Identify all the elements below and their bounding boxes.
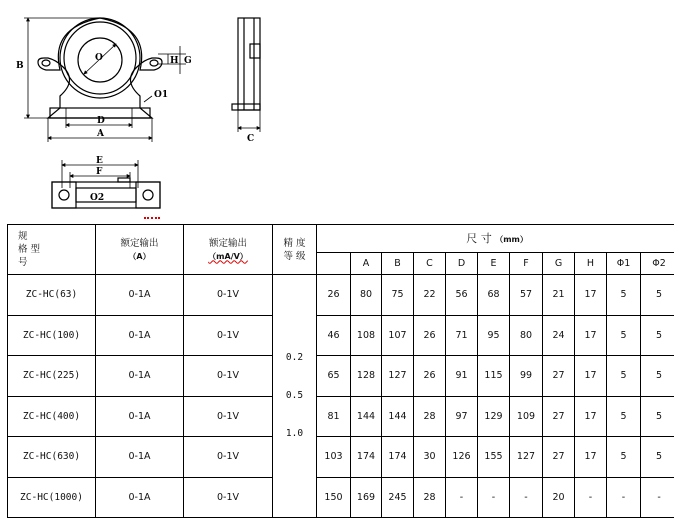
cell-dim: 174 bbox=[382, 437, 414, 478]
cell-dim: 5 bbox=[607, 396, 641, 437]
header-rated-output: 额定输出 （mA/V） bbox=[184, 225, 273, 275]
cell-rated-output: 0-1V bbox=[184, 275, 273, 316]
cell-dim: - bbox=[446, 477, 478, 518]
cell-dim: 28 bbox=[414, 477, 446, 518]
cell-rated-input: 0-1A bbox=[96, 437, 184, 478]
header-model: 规 格 型 号 bbox=[8, 225, 96, 275]
cell-dim: - bbox=[510, 477, 543, 518]
cell-size: 26 bbox=[317, 275, 351, 316]
cell-rated-output: 0-1V bbox=[184, 315, 273, 356]
cell-model: ZC-HC(1000) bbox=[8, 477, 96, 518]
cell-accuracy bbox=[273, 275, 317, 518]
cell-dim: 95 bbox=[478, 315, 510, 356]
cell-dim: 27 bbox=[543, 396, 575, 437]
cell-dim: 5 bbox=[641, 356, 674, 397]
cell-rated-output: 0-1V bbox=[184, 437, 273, 478]
cell-dim: 17 bbox=[575, 437, 607, 478]
cell-dim: 99 bbox=[510, 356, 543, 397]
table-row bbox=[8, 315, 674, 356]
cell-dim: 75 bbox=[382, 275, 414, 316]
spell-check-marker bbox=[144, 215, 160, 219]
cell-dim: 28 bbox=[414, 396, 446, 437]
cell-dim: 5 bbox=[641, 275, 674, 316]
cell-dim: 144 bbox=[351, 396, 382, 437]
cell-model: ZC-HC(400) bbox=[8, 396, 96, 437]
cell-model: ZC-HC(630) bbox=[8, 437, 96, 478]
cell-rated-output: 0-1V bbox=[184, 477, 273, 518]
table-row bbox=[8, 275, 674, 316]
cell-dim: 109 bbox=[510, 396, 543, 437]
label-F: F bbox=[96, 167, 103, 177]
front-view-drawing bbox=[0, 0, 674, 215]
cell-rated-output: 0-1V bbox=[184, 396, 273, 437]
label-D: D bbox=[97, 116, 105, 126]
cell-dim: 26 bbox=[414, 356, 446, 397]
label-G: G bbox=[184, 56, 192, 66]
cell-dim: 126 bbox=[446, 437, 478, 478]
cell-dim: 128 bbox=[351, 356, 382, 397]
cell-dim: 17 bbox=[575, 275, 607, 316]
cell-dim: 80 bbox=[510, 315, 543, 356]
header-col-B: B bbox=[382, 253, 414, 275]
cell-dim: 127 bbox=[382, 356, 414, 397]
cell-rated-input: 0-1A bbox=[96, 356, 184, 397]
header-dimensions: 尺 寸 （mm） bbox=[317, 225, 674, 253]
label-O2: O2 bbox=[90, 193, 105, 203]
cell-dim: 5 bbox=[607, 315, 641, 356]
cell-dim: 174 bbox=[351, 437, 382, 478]
cell-dim: - bbox=[575, 477, 607, 518]
cell-dim: 17 bbox=[575, 315, 607, 356]
table-row bbox=[8, 356, 674, 397]
cell-model: ZC-HC(63) bbox=[8, 275, 96, 316]
cell-size: 65 bbox=[317, 356, 351, 397]
cell-dim: 5 bbox=[641, 396, 674, 437]
cell-dim: 26 bbox=[414, 315, 446, 356]
cell-dim: 24 bbox=[543, 315, 575, 356]
header-col-G: G bbox=[543, 253, 575, 275]
header-size-blank bbox=[317, 253, 351, 275]
header-accuracy: 精 度 等 级 bbox=[273, 225, 317, 275]
cell-dim: 5 bbox=[607, 275, 641, 316]
cell-model: ZC-HC(225) bbox=[8, 356, 96, 397]
table-row bbox=[8, 396, 674, 437]
cell-dim: 5 bbox=[607, 356, 641, 397]
cell-dim: 127 bbox=[510, 437, 543, 478]
cell-size: 150 bbox=[317, 477, 351, 518]
cell-dim: 57 bbox=[510, 275, 543, 316]
cell-dim: - bbox=[607, 477, 641, 518]
cell-dim: 27 bbox=[543, 437, 575, 478]
cell-dim: 17 bbox=[575, 356, 607, 397]
cell-dim: 27 bbox=[543, 356, 575, 397]
cell-dim: 97 bbox=[446, 396, 478, 437]
label-B: B bbox=[16, 61, 24, 71]
cell-dim: 80 bbox=[351, 275, 382, 316]
label-H: H bbox=[170, 56, 179, 66]
header-col-F: F bbox=[510, 253, 543, 275]
cell-dim: 155 bbox=[478, 437, 510, 478]
label-A: A bbox=[97, 129, 104, 139]
table-row bbox=[8, 437, 674, 478]
cell-dim: 5 bbox=[607, 437, 641, 478]
cell-dim: 5 bbox=[641, 437, 674, 478]
bottom-view-body bbox=[52, 178, 160, 208]
label-O: O bbox=[95, 53, 103, 63]
header-col-E: E bbox=[478, 253, 510, 275]
cell-size: 46 bbox=[317, 315, 351, 356]
cell-dim: 129 bbox=[478, 396, 510, 437]
cell-dim: 144 bbox=[382, 396, 414, 437]
cell-dim: 20 bbox=[543, 477, 575, 518]
header-col-H: H bbox=[575, 253, 607, 275]
label-E: E bbox=[96, 156, 103, 166]
cell-dim: 108 bbox=[351, 315, 382, 356]
cell-rated-input: 0-1A bbox=[96, 275, 184, 316]
cell-dim: 22 bbox=[414, 275, 446, 316]
cell-size: 81 bbox=[317, 396, 351, 437]
cell-dim: 245 bbox=[382, 477, 414, 518]
cell-rated-input: 0-1A bbox=[96, 315, 184, 356]
cell-rated-input: 0-1A bbox=[96, 396, 184, 437]
accuracy-value: 0.5 bbox=[285, 390, 304, 401]
header-col-D: D bbox=[446, 253, 478, 275]
table-row bbox=[8, 477, 674, 518]
cell-dim: 169 bbox=[351, 477, 382, 518]
cell-dim: 107 bbox=[382, 315, 414, 356]
cell-dim: 71 bbox=[446, 315, 478, 356]
spec-table bbox=[7, 224, 674, 518]
cell-dim: 115 bbox=[478, 356, 510, 397]
cell-dim: 68 bbox=[478, 275, 510, 316]
cell-dim: 91 bbox=[446, 356, 478, 397]
cell-dim: 21 bbox=[543, 275, 575, 316]
cell-rated-output: 0-1V bbox=[184, 356, 273, 397]
header-col-phi2: Φ2 bbox=[641, 253, 674, 275]
cell-dim: 56 bbox=[446, 275, 478, 316]
cell-rated-input: 0-1A bbox=[96, 477, 184, 518]
header-col-C: C bbox=[414, 253, 446, 275]
header-col-phi1: Φ1 bbox=[607, 253, 641, 275]
accuracy-value: 1.0 bbox=[285, 428, 304, 439]
cell-model: ZC-HC(100) bbox=[8, 315, 96, 356]
cell-dim: - bbox=[478, 477, 510, 518]
side-view-body bbox=[232, 18, 260, 110]
cell-size: 103 bbox=[317, 437, 351, 478]
cell-dim: - bbox=[641, 477, 674, 518]
label-O1: O1 bbox=[154, 90, 169, 100]
cell-dim: 30 bbox=[414, 437, 446, 478]
cell-dim: 17 bbox=[575, 396, 607, 437]
front-view-body bbox=[38, 18, 162, 118]
cell-dim: 5 bbox=[641, 315, 674, 356]
label-C: C bbox=[247, 134, 255, 144]
header-rated-input: 额定输出 （A） bbox=[96, 225, 184, 275]
accuracy-value: 0.2 bbox=[285, 352, 304, 363]
header-col-A: A bbox=[351, 253, 382, 275]
